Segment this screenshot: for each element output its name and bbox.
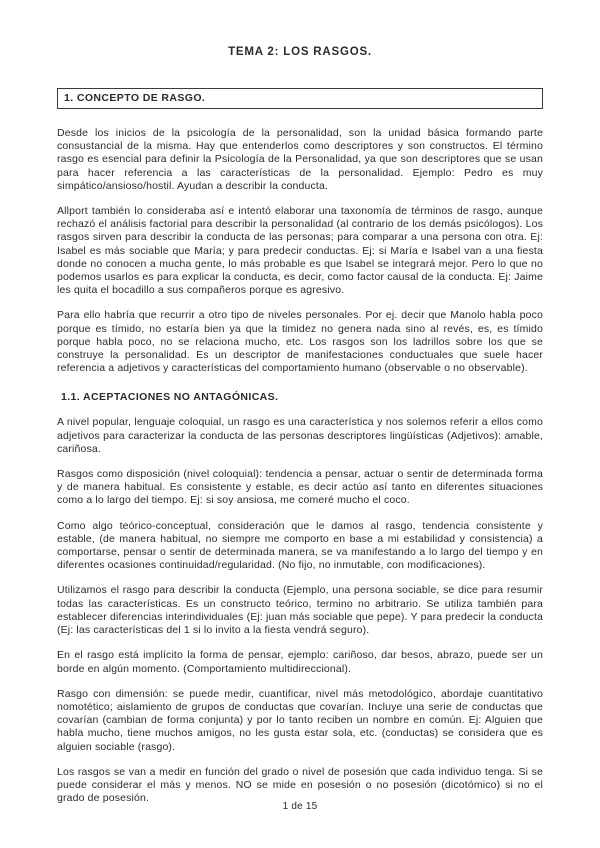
page-title: TEMA 2: LOS RASGOS. bbox=[228, 46, 372, 58]
paragraph: Rasgos como disposición (nivel coloquial): tendencia a pensar, actuar o sentir de determinada forma y de manera habitual. Es consistente y estable, es decir actúo así tanto en diferentes situaciones como a lo largo del tiempo. Ej: si soy ansiosa, me comeré mucho el coco. bbox=[57, 468, 543, 507]
paragraph: A nivel popular, lenguaje coloquial, un rasgo es una característica y nos solemos referir a ellos como adjetivos para caracterizar la conducta de las personas descriptores lingüísticas (Adjetivos): amable, cariñosa. bbox=[57, 416, 543, 455]
section-heading-concepto-de-rasgo: 1. CONCEPTO DE RASGO. bbox=[57, 88, 543, 109]
paragraph: Rasgo con dimensión: se puede medir, cuantificar, nivel más metodológico, abordaje cuantitativo nomotético; aislamiento de grupos de conductas que covarían. Incluye una serie de conductas que covarían (cambian de forma conjunta) y por lo tanto reciben un nombre en común. Ej: Alguien que habla mucho, tiene muchos amigos, no les gusta estar sola, etc. (conductas) se considera que es alguien sociable (rasgo). bbox=[57, 687, 543, 753]
paragraph: Allport también lo consideraba así e intentó elaborar una taxonomía de términos de rasgo, aunque rechazó el análisis factorial para describir la personalidad (al contrario de los demás psicólogos). Los rasgos sirven para describir la conducta de las personas; para comparar a una persona con otra. Ej: Isabel es más sociable que María; y para predecir conductas. Ej: si María e Isabel van a una fiesta donde no conocen a mucha gente, lo más probable es que Isabel se integrará mejor. Pero lo que no podemos usarlos es para explicar la conducta, es decir, como factor causal de la conducta. Ej: Jaime les quita el bocadillo a sus compañeros porque es agresivo. bbox=[57, 205, 543, 297]
paragraph: Los rasgos se van a medir en función del grado o nivel de posesión que cada individuo tenga. Si se puede considerar el más y menos. NO se mide en posesión o no posesión (dicotómico) si no el grado de posesión. bbox=[57, 765, 543, 805]
subsection-heading-aceptaciones: 1.1. ACEPTACIONES NO ANTAGÓNICAS. bbox=[61, 391, 279, 404]
paragraph: Desde los inicios de la psicología de la personalidad, son la unidad básica formando parte consustancial de la misma. Hay que entenderlos como descriptores y son constructos. El término rasgo es esencial para definir la Psicología de la Personalidad, ya que son descriptores que se usan para hacer referencia a las características de la personalidad. Ejemplo: Pedro es muy simpático/ansioso/hostil. Ayudan a describir la conducta. bbox=[57, 127, 543, 192]
paragraph: Para ello habría que recurrir a otro tipo de niveles personales. Por ej. decir que Manolo habla poco porque es tímido, no estaría bien ya que la timidez no genera nada sino al revés, es, es tímido porque habla poco, no se relaciona mucho, etc. Los rasgos son los ladrillos sobre los que se construye la personalidad. Es un descriptor de manifestaciones conductuales que suele hacer referencia a adjetivos y características del comportamiento humano (observable o no observable). bbox=[57, 309, 543, 375]
paragraph: Utilizamos el rasgo para describir la conducta (Ejemplo, una persona sociable, se dice para resumir todas las características. Es un constructo teórico, termino no arbitrario. Se utiliza también para establecer diferencias interindividuales (Ej: juan más sociable que pepe). Y para predecir la conducta (Ej: las características del 1 si lo invito a la fiesta vendrá seguro). bbox=[57, 584, 543, 637]
page-number: 1 de 15 bbox=[282, 801, 318, 812]
paragraph: En el rasgo está implícito la forma de pensar, ejemplo: cariñoso, dar besos, abrazo, puede ser un borde en algún momento. (Comportamiento multidireccional). bbox=[57, 649, 543, 675]
paragraph: Como algo teórico-conceptual, consideración que le damos al rasgo, tendencia consistente y estable, (de manera habitual, no siempre me comporto en base a mi estabilidad y consistencia) a comportarse, pensar o sentir de determinada manera, se va manifestando a lo largo del tiempo y en diferentes ocasiones continuidad/regularidad. (No fijo, no inmutable, con modificaciones). bbox=[57, 519, 543, 572]
